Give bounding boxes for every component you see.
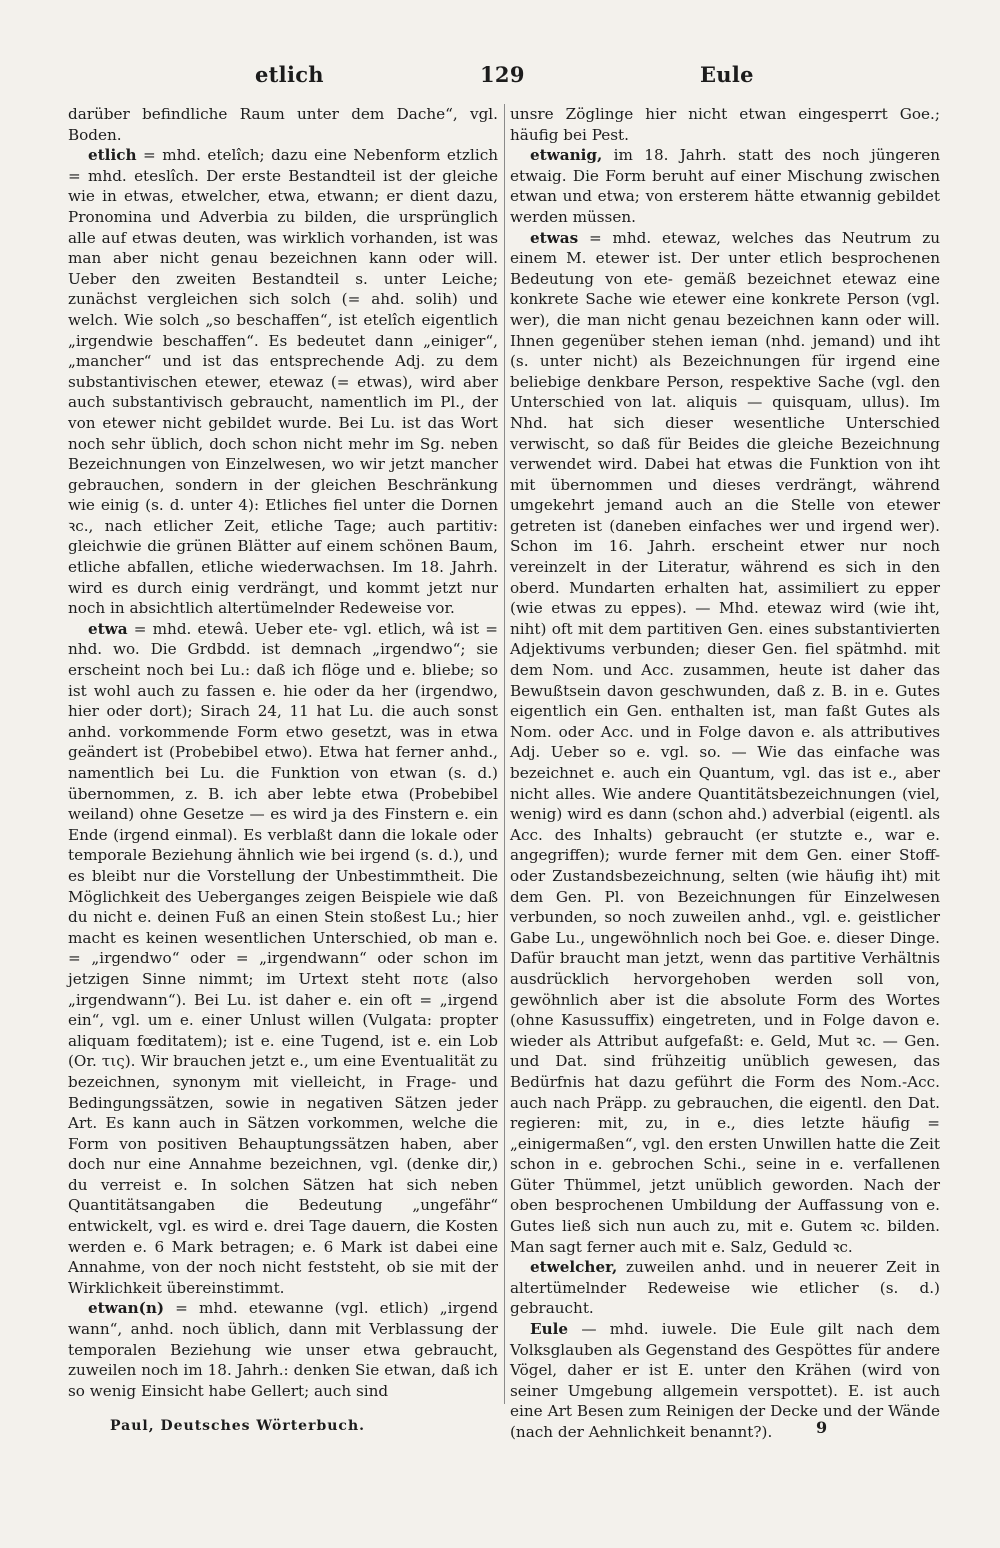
page-header (70, 62, 936, 92)
entry-text: im 18. Jahrh. statt des noch jüngeren etwaig. Die Form beruht auf einer Mischung zwischen etwan und etwa; von ersterem hätte etwannig gebildet werden müssen. (510, 146, 940, 226)
column-divider (504, 104, 505, 1404)
entry-etwas (510, 228, 940, 1258)
entry-text: = mhd. etewâ. Ueber ete- vgl. etlich, wâ ist = nhd. wo. Die Grdbdd. ist demnach „irgendwo“; sie erscheint noch bei Lu.: daß ich flöge und e. bliebe; so ist wohl auch zu fassen e. hie oder da her (irgendwo, hier oder dort); Sirach 24, 11 hat Lu. die auch sonst anhd. vorkommende Form etwo gesetzt, was in etwa geändert ist (Probebibel etwo). Etwa hat ferner anhd., namentlich bei Lu. die Funktion von etwan (s. d.) übernommen, z. B. ich aber lebte etwa (Probebibel weiland) ohne Gesetze — es wird ja des Finstern e. ein Ende (irgend einmal). Es verblaßt dann die lokale oder temporale Beziehung ähnlich wie bei irgend (s. d.), und es bleibt nur die Vorstellung der Unbestimmtheit. Die Möglichkeit des Ueberganges zeigen Beispiele wie daß du nicht e. deinen Fuß an einen Stein stoßest Lu.; hier macht es keinen wesentlichen Unterschied, ob man e. = „irgendwo“ oder = „irgendwann“ oder schon im jetzigen Sinne nimmt; im Urtext steht ποτε (also „irgendwann“). Bei Lu. ist daher e. ein oft = „irgend ein“, vgl. um e. einer Unlust willen (Vulgata: propter aliquam fœditatem); ist e. eine Tugend, ist e. ein Lob (Or. τις). Wir brauchen jetzt e., um eine Eventualität zu bezeichnen, synonym mit vielleicht, in Frage- und Bedingungssätzen, sowie in negativen Sätzen jeder Art. Es kann auch in Sätzen vorkommen, welche die Form von positiven Behauptungssätzen haben, aber doch nur eine Annahme bezeichnen, vgl. (denke dir,) du verreist e. In solchen Sätzen hat sich neben Quantitätsangaben die Bedeutung „ungefähr“ entwickelt, vgl. es wird e. drei Tage dauern, die Kosten werden e. 6 Mark betragen; e. 6 Mark ist dabei eine Annahme, von der noch nicht feststeht, ob sie mit der Wirklichkeit übereinstimmt. (68, 619, 498, 1297)
header-right-keyword: Eule (700, 62, 754, 87)
headword: etwan(n) (88, 1299, 165, 1318)
entry-etwelcher (510, 1257, 940, 1319)
entry-etlich (68, 145, 498, 619)
entry-text: darüber befindliche Raum unter dem Dache“, vgl. Boden. (68, 105, 498, 144)
footer-book-title: Paul, Deutsches Wörterbuch. (110, 1418, 365, 1434)
headword: etwelcher, (530, 1258, 618, 1277)
headword: etlich (88, 146, 137, 165)
page-footer (110, 1418, 830, 1442)
page-number: 129 (480, 62, 525, 87)
entry-text: zuweilen anhd. und in neuerer Zeit in altertümelnder Redeweise wie etlicher (s. d.) gebraucht. (510, 1258, 940, 1318)
header-left-keyword: etlich (255, 62, 324, 87)
headword: etwas (530, 228, 579, 247)
left-column (68, 104, 498, 1401)
continuation-paragraph (68, 104, 498, 145)
entry-text: = mhd. etewanne (vgl. etlich) „irgend wann“, anhd. noch üblich, dann mit Verblassung der temporalen Beziehung wie unser etwa gebraucht, zuweilen noch im 18. Jahrh.: denken Sie etwan, daß ich so wenig Einsicht habe Gellert; auch sind (68, 1299, 498, 1400)
headword: Eule (530, 1320, 569, 1339)
entry-text: = mhd. etewaz, welches das Neutrum zu einem M. etewer ist. Der unter etlich besprochenen Bedeutung von ete- gemäß bezeichnet etewaz eine konkrete Sache wie etewer eine konkrete Person (vgl. wer), die man nicht genau bezeichnen kann oder will. Ihnen gegenüber stehen ieman (nhd. jemand) und iht (s. unter nicht) als Bezeichnungen für irgend eine beliebige denkbare Person, respektive Sache (vgl. den Unterschied von lat. aliquis — quisquam, ullus). Im Nhd. hat sich dieser wesentliche Unterschied verwischt, so daß für Beides die gleiche Bezeichnung verwendet wird. Dabei hat etwas die Funktion von iht mit übernommen und dieses verdrängt, während umgekehrt jemand auch an die Stelle von etewer getreten ist (daneben einfaches wer und irgend wer). Schon im 16. Jahrh. erscheint etwer nur noch vereinzelt in der Literatur, während es sich in den oberd. Mundarten erhalten hat, assimiliert zu epper (wie etwas zu eppes). — Mhd. etewaz wird (wie iht, niht) oft mit dem partitiven Gen. eines substantivierten Adjektivums verbunden; dieser Gen. fiel spätmhd. mit dem Nom. und Acc. zusammen, heute ist daher das Bewußtsein davon geschwunden, daß z. B. in e. Gutes eigentlich ein Gen. enthalten ist, man faßt Gutes als Nom. oder Acc. und in Folge davon e. als attributives Adj. Ueber so e. vgl. so. — Wie das einfache was bezeichnet e. auch ein Quantum, vgl. das ist e., aber nicht alles. Wie andere Quantitätsbezeichnungen (viel, wenig) wird es dann (schon ahd.) adverbial (eigentl. als Acc. des Inhalts) gebraucht (er stutzte e., war e. angegriffen); wurde ferner mit dem Gen. einer Stoff- oder Zustandsbezeichnung, selten (wie häufig iht) mit dem Gen. Pl. von Bezeichnungen für Einzelwesen verbunden, so noch zuweilen anhd., vgl. e. geistlicher Gabe Lu., ungewöhnlich noch bei Goe. e. dieser Dinge. Dafür braucht man jetzt, wenn das partitive Verhältnis ausdrücklich hervorgehoben werden soll von, gewöhnlich aber ist die absolute Form des Wortes (ohne Kasussuffix) eingetreten, und in Folge davon e. wieder als Attribut aufgefaßt: e. Geld, Mut ꝛc. — Gen. und Dat. sind frühzeitig unüblich gewesen, das Bedürfnis hat dazu geführt die Form des Nom.-Acc. auch nach Präpp. zu gebrauchen, die eigentl. den Dat. regieren: mit, zu, in e., dies letzte häufig = „einigermaßen“, vgl. den ersten Unwillen hatte die Zeit schon in e. gebrochen Schi., seine in e. verfallenen Güter Thümmel, jetzt unüblich geworden. Nach der oben besprochenen Umbildung der Auffassung von e. Gutes ließ sich nun auch zu, mit e. Gutem ꝛc. bilden. Man sagt ferner auch mit e. Salz, Geduld ꝛc. (510, 228, 940, 1256)
continuation-paragraph (510, 104, 940, 145)
right-column (510, 104, 940, 1443)
entry-etwa (68, 619, 498, 1299)
entry-text: — mhd. iuwele. Die Eule gilt nach dem Volksglauben als Gegenstand des Gespöttes für andere Vögel, daher er ist E. unter den Krähen (wird von seiner Umgebung allgemein verspottet). E. ist auch eine Art Besen zum Reinigen der Decke und der Wände (nach der Aehnlichkeit benannt?). (510, 1320, 940, 1441)
headword: etwanig, (530, 146, 603, 165)
entry-text: unsre Zöglinge hier nicht etwan eingesperrt Goe.; häufig bei Pest. (510, 105, 940, 144)
entry-text: = mhd. etelîch; dazu eine Nebenform etzlich = mhd. eteslîch. Der erste Bestandteil ist der gleiche wie in etwas, etwelcher, etwa, etwann; er dient dazu, Pronomina und Adverbia zu bilden, die ursprünglich alle auf etwas deuten, was wirklich vorhanden, ist was man aber nicht genau bezeichnen kann oder will. Ueber den zweiten Bestandteil s. unter Leiche; zunächst vergleichen sich solch (= ahd. solih) und welch. Wie solch „so beschaffen“, ist etelîch eigentlich „irgendwie beschaffen“. Es bedeutet dann „einiger“, „mancher“ und ist das entsprechende Adj. zu dem substantivischen etewer, etewaz (= etwas), wird aber auch substantivisch gebraucht, namentlich im Pl., der von etewer nicht gebildet wurde. Bei Lu. ist das Wort noch sehr üblich, doch schon nicht mehr im Sg. neben Bezeichnungen von Einzelwesen, wo wir jetzt mancher gebrauchen, sondern in der gleichen Beschränkung wie einig (s. d. unter 4): Etliches fiel unter die Dornen ꝛc., nach etlicher Zeit, etliche Tage; auch partitiv: gleichwie die grünen Blätter auf einem schönen Baum, etliche abfallen, etliche wiederwachsen. Im 18. Jahrh. wird es durch einig verdrängt, und kommt jetzt nur noch in absichtlich altertümelnder Redeweise vor. (68, 146, 498, 618)
entry-etwanig (510, 145, 940, 227)
entry-etwann (68, 1298, 498, 1401)
footer-signature: 9 (816, 1418, 828, 1437)
headword: etwa (88, 619, 128, 638)
